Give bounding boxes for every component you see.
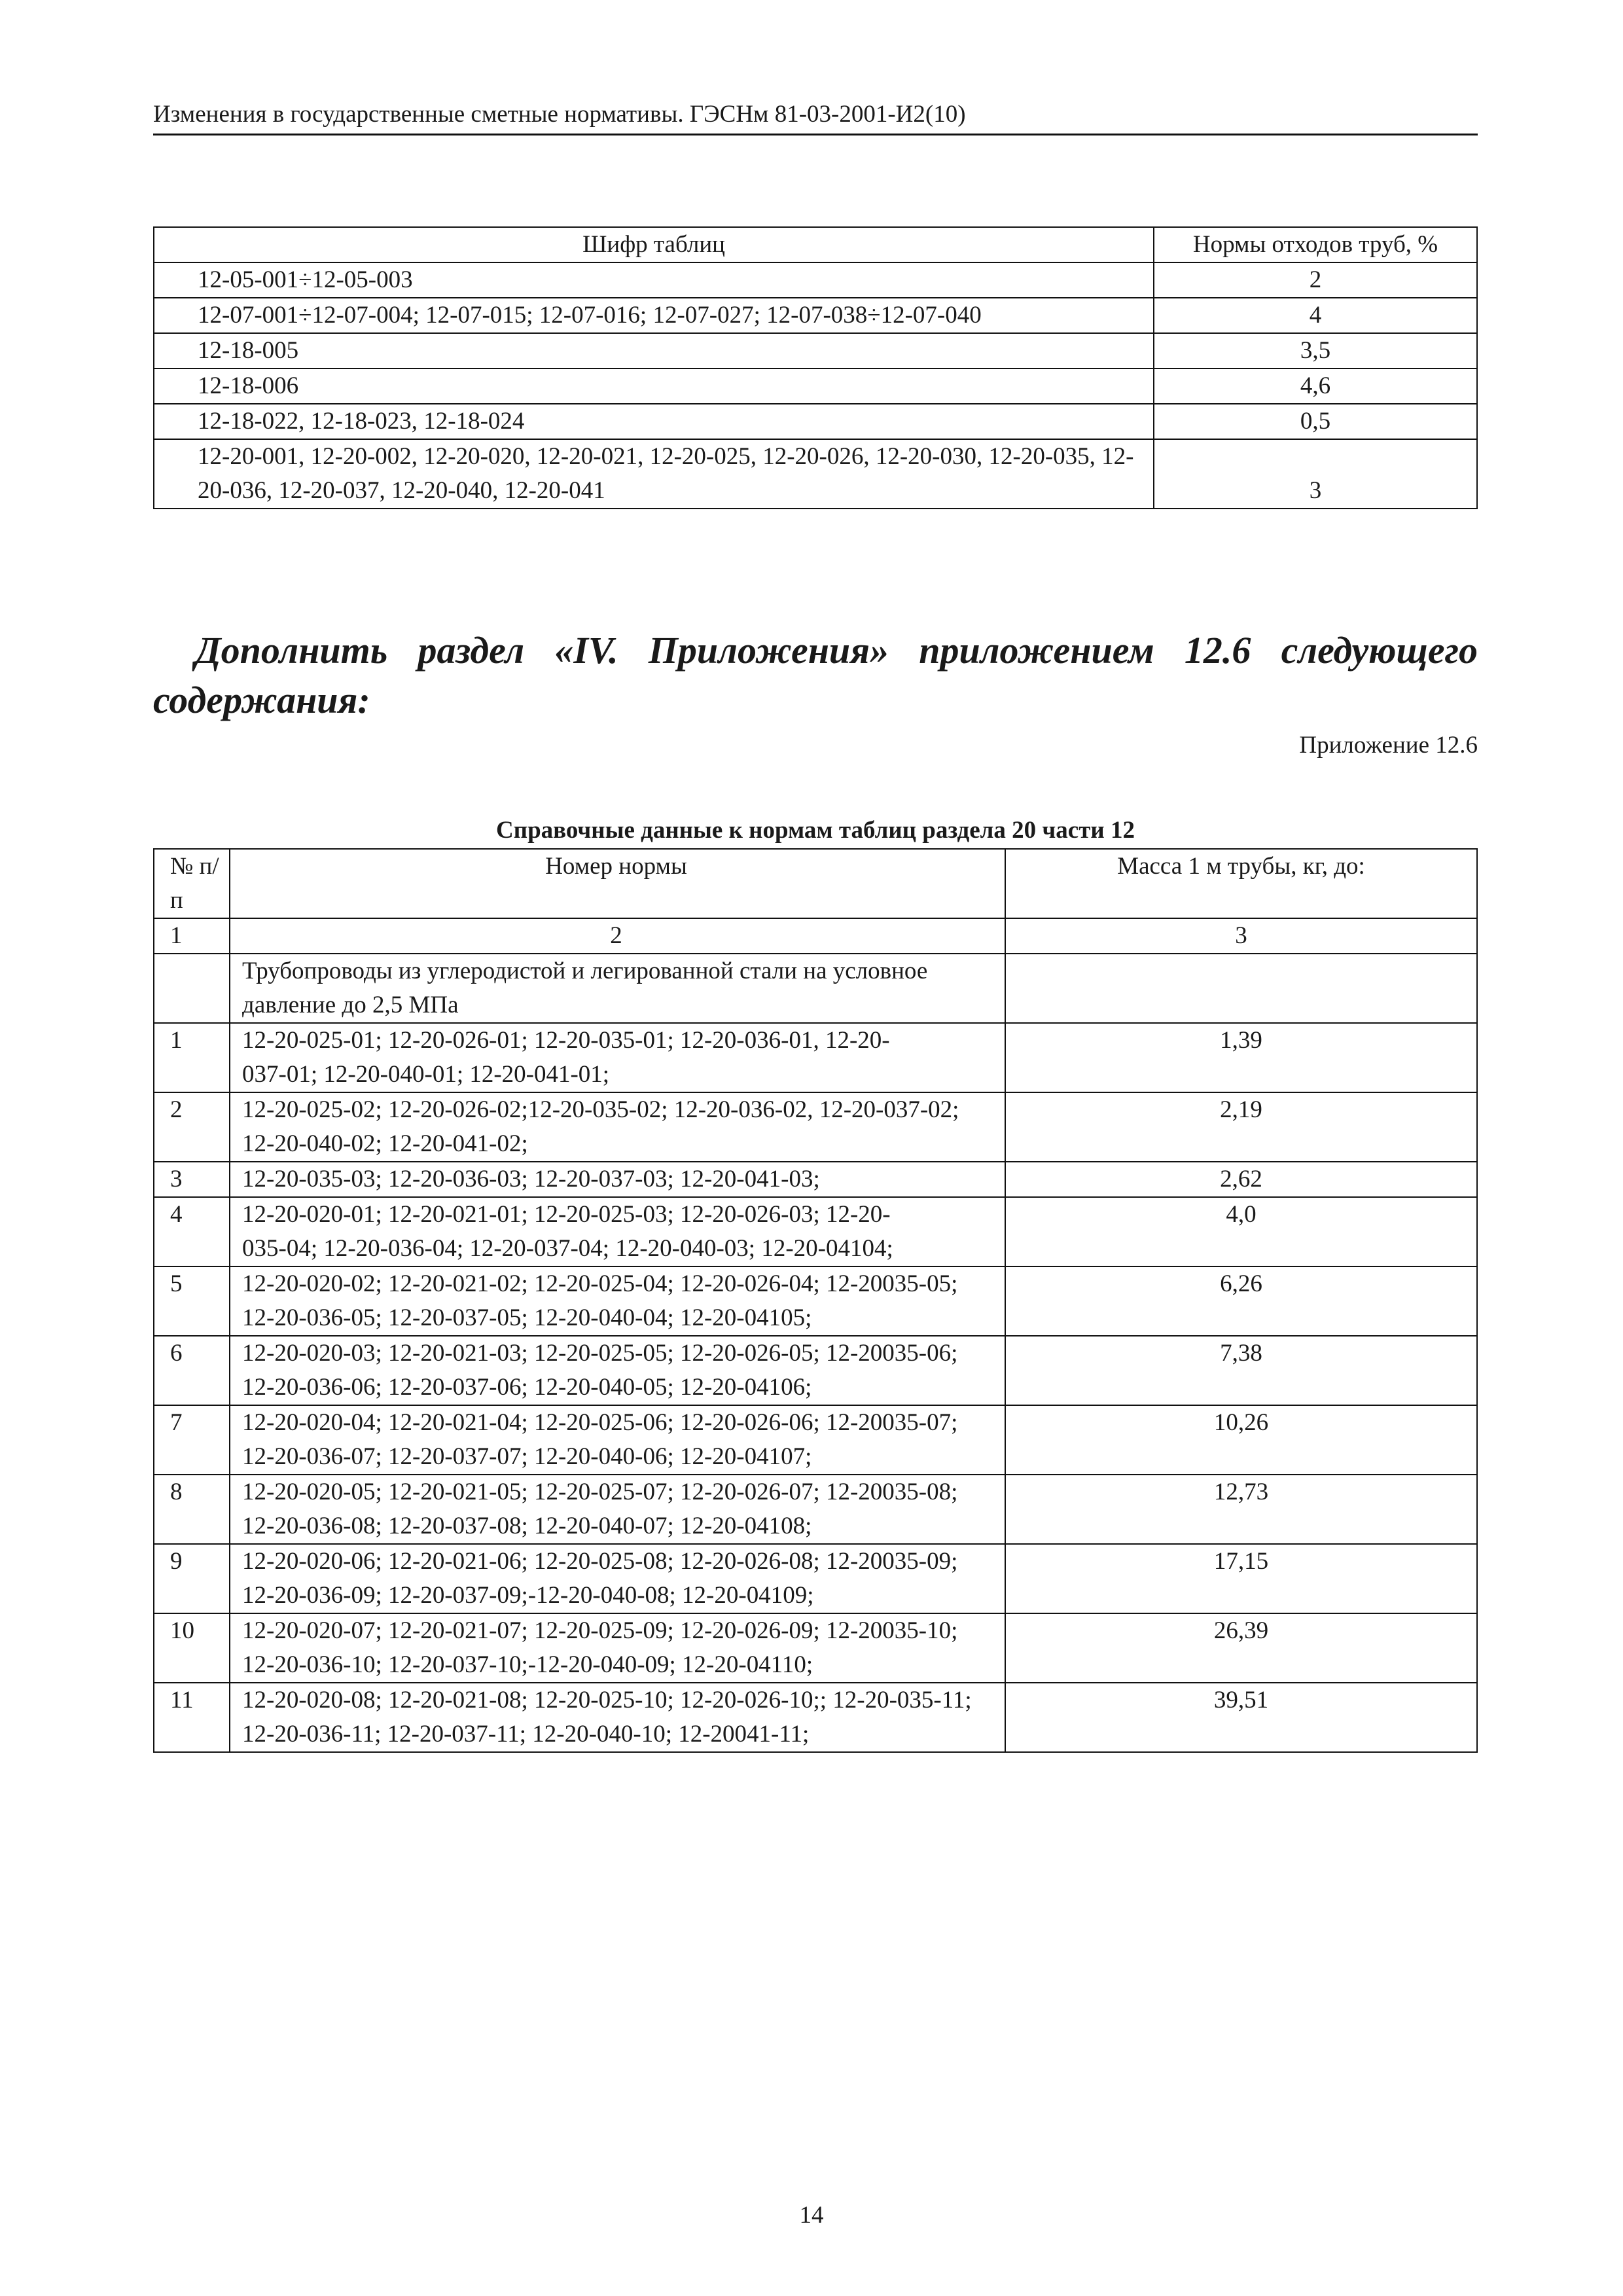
table-cell-mass: 17,15: [1005, 1544, 1477, 1613]
running-header: Изменения в государственные сметные нормативы. ГЭСНм 81-03-2001-И2(10): [153, 98, 1478, 135]
table-cell-codes: 12-20-020-02; 12-20-021-02; 12-20-025-04; 12-20-026-04; 12-20035-05; 12-20-036-05; 12-20-037-05; 12-20-040-04; 12-20-04105;: [230, 1266, 1005, 1336]
table-cell-code: 12-18-005: [154, 333, 1154, 368]
column-header-code: Шифр таблиц: [154, 227, 1154, 262]
table-row: [154, 404, 1477, 439]
table-cell-num: 7: [154, 1405, 230, 1475]
table-row: [154, 1336, 1477, 1405]
table-cell-codes: 12-20-020-01; 12-20-021-01; 12-20-025-03; 12-20-026-03; 12-20- 035-04; 12-20-036-04; 12-20-037-04; 12-20-040-03; 12-20-04104;: [230, 1197, 1005, 1266]
table-cell-code: 12-18-006: [154, 368, 1154, 404]
table-row: [154, 1405, 1477, 1475]
table-cell-norm: 4,6: [1154, 368, 1477, 404]
table-cell-num: 8: [154, 1475, 230, 1544]
table-cell-mass: 2,62: [1005, 1162, 1477, 1197]
table-row: [154, 1023, 1477, 1092]
group-title-row: [154, 954, 1477, 1023]
table-cell-codes: 12-20-020-08; 12-20-021-08; 12-20-025-10; 12-20-026-10;; 12-20-035-11; 12-20-036-11; 12-20-037-11; 12-20-040-10; 12-20041-11;: [230, 1683, 1005, 1752]
table-row: [154, 439, 1477, 509]
table-cell-codes: 12-20-020-07; 12-20-021-07; 12-20-025-09; 12-20-026-09; 12-20035-10; 12-20-036-10; 12-20-037-10;-12-20-040-09; 12-20-04110;: [230, 1613, 1005, 1683]
table-cell-code: 12-05-001÷12-05-003: [154, 262, 1154, 298]
reference-data-table: [153, 848, 1478, 1753]
table-cell-mass: 4,0: [1005, 1197, 1477, 1266]
column-index-1: 1: [154, 918, 230, 954]
table-cell-mass: 1,39: [1005, 1023, 1477, 1092]
table-cell-mass: 39,51: [1005, 1683, 1477, 1752]
instruction-text: Дополнить раздел «IV. Приложения» приложением 12.6 следующего содержания:: [153, 629, 1478, 721]
waste-norms-table: [153, 226, 1478, 509]
table-cell-mass: 10,26: [1005, 1405, 1477, 1475]
table-cell-num: 4: [154, 1197, 230, 1266]
table-cell-code: 12-18-022, 12-18-023, 12-18-024: [154, 404, 1154, 439]
table-row: [154, 333, 1477, 368]
table-row: [154, 1092, 1477, 1162]
column-header-mass: Масса 1 м трубы, кг, до:: [1005, 849, 1477, 918]
table-cell-code: 12-07-001÷12-07-004; 12-07-015; 12-07-016; 12-07-027; 12-07-038÷12-07-040: [154, 298, 1154, 333]
table-cell-norm: 3: [1154, 439, 1477, 509]
table-cell-code: 12-20-001, 12-20-002, 12-20-020, 12-20-021, 12-20-025, 12-20-026, 12-20-030, 12-20-035, 12-20-036, 12-20-037, 12-20-040, 12-20-041: [154, 439, 1154, 509]
table-cell-codes: 12-20-035-03; 12-20-036-03; 12-20-037-03; 12-20-041-03;: [230, 1162, 1005, 1197]
table-cell-norm: 0,5: [1154, 404, 1477, 439]
table-cell-num: 9: [154, 1544, 230, 1613]
table-cell-norm: 4: [1154, 298, 1477, 333]
table-cell-codes: 12-20-020-06; 12-20-021-06; 12-20-025-08; 12-20-026-08; 12-20035-09; 12-20-036-09; 12-20-037-09;-12-20-040-08; 12-20-04109;: [230, 1544, 1005, 1613]
table-row: [154, 1475, 1477, 1544]
group-title: Трубопроводы из углеродистой и легированной стали на условное давление до 2,5 МПа: [230, 954, 1005, 1023]
table-cell-mass: 12,73: [1005, 1475, 1477, 1544]
table-cell-num: [154, 954, 230, 1023]
table-cell-num: 1: [154, 1023, 230, 1092]
table-cell-codes: 12-20-025-01; 12-20-026-01; 12-20-035-01; 12-20-036-01, 12-20- 037-01; 12-20-040-01; 12-20-041-01;: [230, 1023, 1005, 1092]
table-row: [154, 1266, 1477, 1336]
reference-table-title: Справочные данные к нормам таблиц раздела 20 части 12: [496, 817, 1135, 844]
table-cell-codes: 12-20-020-04; 12-20-021-04; 12-20-025-06; 12-20-026-06; 12-20035-07; 12-20-036-07; 12-20-037-07; 12-20-040-06; 12-20-04107;: [230, 1405, 1005, 1475]
table-cell-mass: [1005, 954, 1477, 1023]
table-cell-num: 5: [154, 1266, 230, 1336]
table-cell-mass: 26,39: [1005, 1613, 1477, 1683]
column-index-row: [154, 918, 1477, 954]
table-cell-codes: 12-20-025-02; 12-20-026-02;12-20-035-02; 12-20-036-02, 12-20-037-02; 12-20-040-02; 12-20-041-02;: [230, 1092, 1005, 1162]
table-cell-num: 6: [154, 1336, 230, 1405]
column-header-norm: Нормы отходов труб, %: [1154, 227, 1477, 262]
table-cell-codes: 12-20-020-03; 12-20-021-03; 12-20-025-05; 12-20-026-05; 12-20035-06; 12-20-036-06; 12-20-037-06; 12-20-040-05; 12-20-04106;: [230, 1336, 1005, 1405]
table-row: [154, 368, 1477, 404]
table-cell-num: 10: [154, 1613, 230, 1683]
table-row: [154, 1544, 1477, 1613]
table-row: [154, 1197, 1477, 1266]
table-cell-num: 2: [154, 1092, 230, 1162]
appendix-label: Приложение 12.6: [1299, 732, 1478, 759]
table-row: [154, 1613, 1477, 1683]
column-header-num: № п/п: [154, 849, 230, 918]
column-header-codes: Номер нормы: [230, 849, 1005, 918]
column-index-2: 2: [230, 918, 1005, 954]
table-row: [154, 1162, 1477, 1197]
table-cell-num: 3: [154, 1162, 230, 1197]
table-row: [154, 298, 1477, 333]
table-header-row: [154, 849, 1477, 918]
table-cell-norm: 2: [1154, 262, 1477, 298]
table-row: [154, 262, 1477, 298]
amendment-instruction: [153, 626, 1478, 725]
table-cell-codes: 12-20-020-05; 12-20-021-05; 12-20-025-07; 12-20-026-07; 12-20035-08; 12-20-036-08; 12-20-037-08; 12-20-040-07; 12-20-04108;: [230, 1475, 1005, 1544]
table-cell-norm: 3,5: [1154, 333, 1477, 368]
table-header-row: [154, 227, 1477, 262]
table-cell-mass: 7,38: [1005, 1336, 1477, 1405]
table-cell-mass: 6,26: [1005, 1266, 1477, 1336]
table-cell-mass: 2,19: [1005, 1092, 1477, 1162]
table-cell-num: 11: [154, 1683, 230, 1752]
page-number: 14: [799, 2202, 824, 2229]
column-index-3: 3: [1005, 918, 1477, 954]
table-row: [154, 1683, 1477, 1752]
